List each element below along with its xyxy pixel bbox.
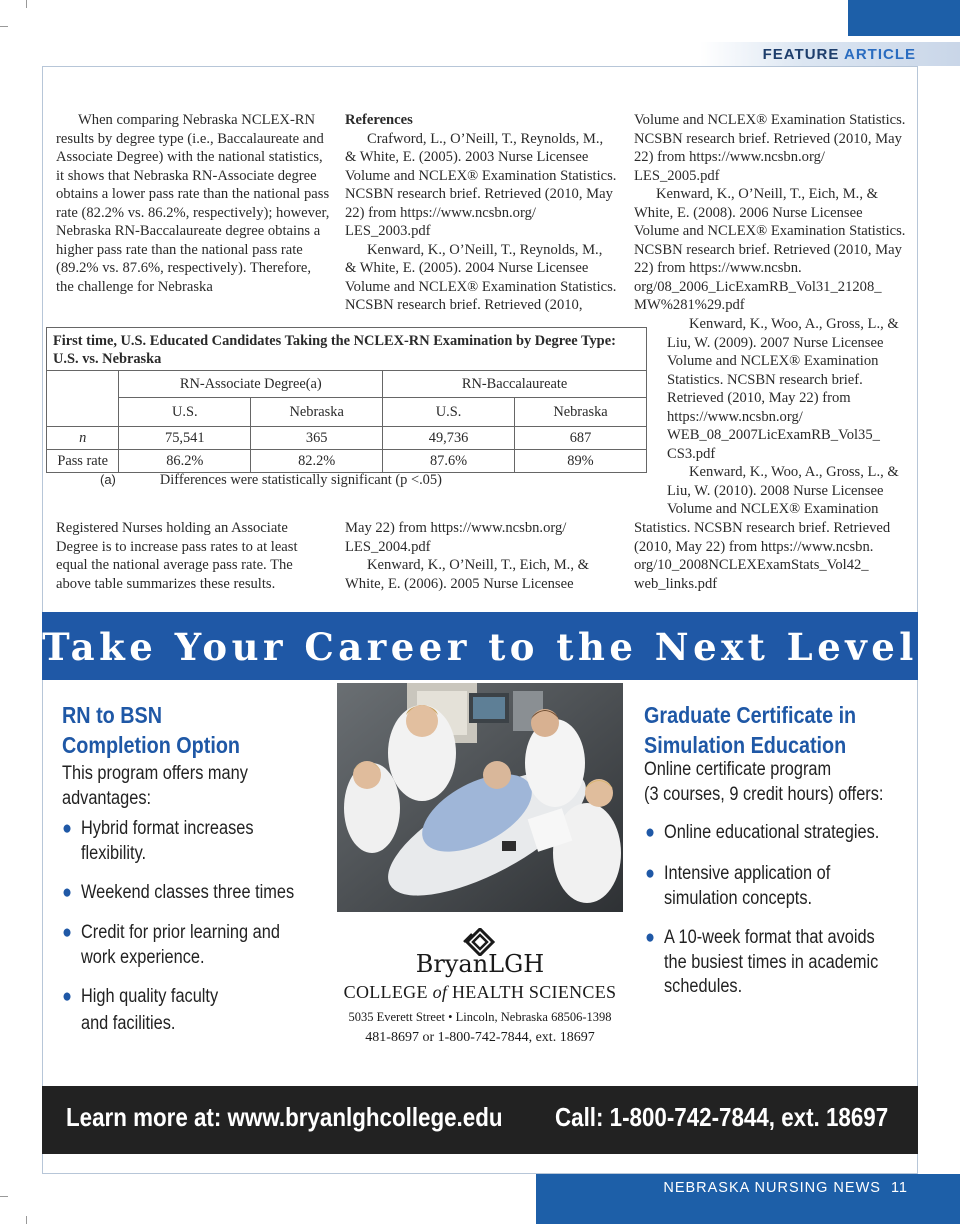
nursing-simulation-photo	[337, 683, 623, 912]
college-name-part: HEALTH SCIENCES	[451, 982, 617, 1002]
table-subheader: Nebraska	[251, 398, 383, 427]
references-column-continued	[345, 519, 617, 593]
publication-name: NEBRASKA NURSING NEWS	[663, 1180, 881, 1196]
bullet-line: A 10-week format that avoids	[664, 927, 875, 948]
footnote-marker: (a)	[100, 472, 116, 487]
reference-item: Kenward, K., Woo, A., Gross, L., & Liu, W. (2010). 2008 Nurse Licensee Volume and NCLEX® Examination	[667, 464, 899, 517]
table-row-label: n	[47, 427, 119, 450]
bullet-icon: ●	[62, 882, 72, 903]
footnote-text: Differences were statistically significant (p <.05)	[159, 472, 442, 488]
ad-right-title-line: Simulation Education	[644, 732, 847, 758]
ad-left-bullet	[62, 817, 254, 866]
table-row	[47, 427, 647, 450]
reference-item: Kenward, K., O’Neill, T., Eich, M., & White, E. (2006). 2005 Nurse Licensee	[345, 557, 589, 592]
table-group-header: RN-Associate Degree(a)	[119, 371, 383, 398]
bullet-line: Credit for prior learning and	[81, 922, 280, 943]
table-corner	[47, 371, 119, 398]
reference-item: Statistics. NCSBN research brief. Retrieved (2010, May 22) from https://www.ncsbn. org/10_2008NCLEXExamStats_Vol42_ web_links.pdf	[634, 520, 891, 592]
bullet-line: the busiest times in academic	[664, 951, 879, 973]
bullet-line: schedules.	[664, 976, 743, 997]
page-number: 11	[890, 1180, 908, 1196]
crop-mark	[0, 26, 8, 27]
ad-right-intro-line: Online certificate program	[644, 759, 832, 780]
ad-right-intro	[644, 758, 883, 807]
article-paragraph: When comparing Nebraska NCLEX-RN results by degree type (i.e., Baccalaureate and Associate Degree) with the national statistics, it shows that Nebraska RN-Associate degree obtains a lower pass rate than the national pass rate (82.2% vs. 86.2%, respectively); however, Nebraska RN-Baccalaureate degree obtains a higher pass rate than the national pass rate (89.2% vs. 87.6%, respectively). Therefore, the challenge for Nebraska	[56, 112, 330, 295]
publication-footer	[663, 1180, 908, 1196]
references-heading: References	[345, 112, 413, 128]
bullet-icon: ●	[62, 818, 72, 839]
bullet-line: Intensive application of	[664, 863, 831, 884]
nclex-results-table	[46, 327, 647, 473]
bullet-line: Online educational strategies.	[664, 822, 880, 843]
table-subheader: Nebraska	[514, 398, 646, 427]
table-row-label: Pass rate	[47, 450, 119, 473]
article-column-1	[56, 111, 331, 296]
ad-right-title-line: Graduate Certificate in	[644, 702, 857, 728]
ad-left-intro-line: This program offers many	[62, 763, 248, 784]
crop-mark	[0, 1196, 8, 1197]
reference-item: Volume and NCLEX® Examination Statistics. NCSBN research brief. Retrieved (2010, May 22) from https://www.ncsbn.org/ LES_2005.pdf	[634, 112, 906, 184]
references-column	[345, 111, 617, 315]
bullet-line: flexibility.	[81, 842, 147, 864]
table-cell: 89%	[514, 450, 646, 473]
table-footnote	[100, 472, 442, 489]
table-cell: 86.2%	[119, 450, 251, 473]
crop-mark	[26, 0, 27, 8]
table-cell: 87.6%	[383, 450, 515, 473]
college-address: 5035 Everett Street • Lincoln, Nebraska 68506-1398	[348, 1010, 612, 1024]
bullet-icon: ●	[645, 863, 655, 884]
bullet-icon: ●	[645, 927, 655, 948]
ad-contact-bar	[42, 1086, 918, 1154]
bullet-line: Hybrid format increases	[81, 818, 254, 839]
college-name-part: COLLEGE	[343, 982, 428, 1002]
ad-left-title-line: RN to BSN	[62, 702, 163, 728]
college-phone: 481-8697 or 1-800-742-7844, ext. 18697	[365, 1030, 595, 1045]
bullet-line: work experience.	[81, 946, 205, 968]
reference-item: Kenward, K., O’Neill, T., Reynolds, M., & White, E. (2005). 2004 Nurse Licensee Volume and NCLEX® Examination Statistics. NCSBN research brief. Retrieved (2010,	[345, 241, 617, 313]
feature-article-label: FEATURE ARTICLE	[762, 46, 916, 63]
table-caption: First time, U.S. Educated Candidates Taking the NCLEX-RN Examination by Degree Type: U.S. vs. Nebraska	[47, 328, 647, 371]
table-subheader: U.S.	[383, 398, 515, 427]
table-cell: 75,541	[119, 427, 251, 450]
table-corner	[47, 398, 119, 427]
ad-left-bullet	[62, 985, 219, 1036]
ad-left-bullet	[62, 921, 280, 970]
learn-more-link[interactable]: Learn more at: www.bryanlghcollege.edu	[66, 1102, 503, 1132]
references-column-3-continued	[634, 519, 910, 593]
table-cell: 687	[514, 427, 646, 450]
references-column-3-narrow	[667, 315, 911, 519]
ad-right-bullet	[645, 862, 831, 911]
ad-left-intro	[62, 762, 248, 811]
brand-name: BryanLGH	[415, 950, 545, 978]
college-name-part: of	[432, 982, 448, 1002]
bullet-icon: ●	[62, 986, 72, 1007]
reference-item: May 22) from https://www.ncsbn.org/ LES_2004.pdf	[345, 520, 567, 555]
ad-right-bullet	[645, 821, 880, 846]
college-name	[322, 982, 638, 1003]
reference-item: Kenward, K., Woo, A., Gross, L., & Liu, W. (2009). 2007 Nurse Licensee Volume and NCLEX® Examination Statistics. NCSBN research brief. Retrieved (2010, May 22) from https://www.ncsbn.org/ WEB_08_2007LicExamRB_Vol35_ CS3.pdf	[667, 316, 899, 462]
table-cell: 82.2%	[251, 450, 383, 473]
reference-item: Crafword, L., O’Neill, T., Reynolds, M., & White, E. (2005). 2003 Nurse Licensee Volume and NCLEX® Examination Statistics. NCSBN research brief. Retrieved (2010, May 22) from https://www.ncsbn.org/ LES_2003.pdf	[345, 130, 617, 239]
table-subheader: U.S.	[119, 398, 251, 427]
call-number: Call: 1-800-742-7844, ext. 18697	[555, 1102, 889, 1132]
bullet-line: and facilities.	[81, 1012, 176, 1034]
article-column-1-continued	[56, 519, 331, 593]
ad-left-title-line: Completion Option	[62, 732, 240, 758]
references-column-3	[634, 111, 910, 315]
table-cell: 365	[251, 427, 383, 450]
ad-right-title	[644, 700, 856, 760]
ad-right-intro-line: (3 courses, 9 credit hours) offers:	[644, 783, 884, 805]
article-paragraph: Registered Nurses holding an Associate Degree is to increase pass rates to at least equal the national average pass rate. The above table summarizes these results.	[56, 520, 298, 592]
corner-accent	[848, 0, 960, 36]
reference-item: Kenward, K., O’Neill, T., Eich, M., & White, E. (2008). 2006 Nurse Licensee Volume and NCLEX® Examination Statistics. NCSBN research brief. Retrieved (2010, May 22) from https://www.ncsbn. org/08_2006_LicExamRB_Vol31_21208_ MW%281%29.pdf	[634, 186, 906, 313]
ad-banner-headline: Take Your Career to the Next Level	[42, 612, 918, 680]
bullet-line: High quality faculty	[81, 986, 219, 1007]
crop-mark	[26, 1216, 27, 1224]
ad-left-title	[62, 700, 240, 760]
table-cell: 49,736	[383, 427, 515, 450]
ad-left-bullet	[62, 881, 295, 906]
bullet-line: simulation concepts.	[664, 887, 813, 909]
ad-right-bullet	[645, 926, 879, 1000]
bullet-icon: ●	[645, 822, 655, 843]
table-group-header: RN-Baccalaureate	[383, 371, 647, 398]
bullet-icon: ●	[62, 922, 72, 943]
bullet-line: Weekend classes three times	[81, 882, 295, 903]
ad-left-intro-line: advantages:	[62, 787, 152, 809]
table-row	[47, 450, 647, 473]
